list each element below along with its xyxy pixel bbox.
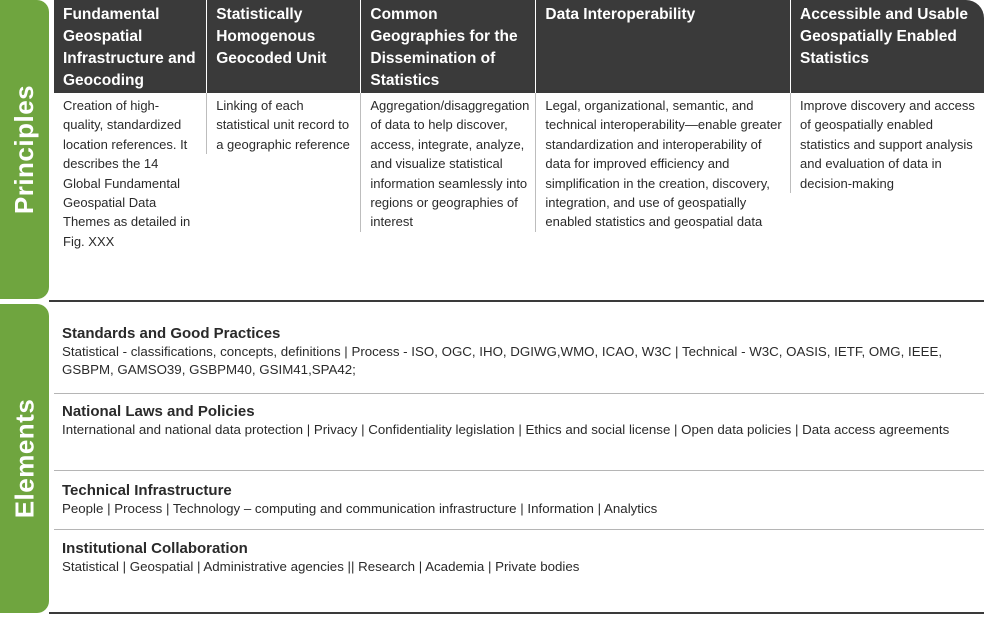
element-description: International and national data protection | Privacy | Confidentiality legislation | Ethics and social license | Open data policies | Data access agreements: [62, 422, 950, 437]
element-row-technical-infrastructure: [54, 481, 984, 518]
principle-column-accessible-statistics: [790, 0, 984, 299]
principle-heading: Data Interoperability: [536, 0, 790, 93]
element-row-laws-policies: [54, 402, 984, 439]
principle-description: Linking of each statistical unit record to a geographic reference: [206, 93, 360, 154]
row-separator: [54, 470, 984, 471]
bottom-divider: [49, 612, 984, 614]
principle-heading: Statistically Homogenous Geocoded Unit: [207, 0, 360, 93]
principle-description: Legal, organizational, semantic, and technical interoperability—enable greater standardization and interoperability of data for improved efficiency and simplification in the creation, discovery, integration, and use of geospatially enabled statistics and geospatial data: [535, 93, 790, 232]
principle-heading: Common Geographies for the Dissemination of Statistics: [361, 0, 535, 93]
principle-column-data-interoperability: [535, 0, 790, 299]
principle-description: Creation of high-quality, standardized location references. It describes the 14 Global Fundamental Geospatial Data Themes as detailed in Fig. XXX: [63, 98, 191, 249]
element-title: Technical Infrastructure: [62, 482, 232, 499]
principle-column-geospatial-infrastructure: [54, 0, 206, 299]
section-divider: [49, 300, 984, 302]
principle-column-geocoded-unit: [206, 0, 360, 299]
principle-heading: Fundamental Geospatial Infrastructure and Geocoding: [54, 0, 206, 93]
element-title: Standards and Good Practices: [62, 325, 281, 342]
row-separator: [54, 529, 984, 530]
principle-description: Improve discovery and access of geospatially enabled statistics and support analysis and evaluation of data in decision-making: [790, 93, 984, 193]
elements-tab-label: Elements: [9, 398, 40, 519]
principles-tab: [0, 0, 49, 299]
principles-tab-label: Principles: [9, 84, 39, 215]
element-description: People | Process | Technology – computing and communication infrastructure | Information | Analytics: [62, 501, 658, 516]
element-description: Statistical | Geospatial | Administrative agencies || Research | Academia | Private bodies: [62, 559, 580, 574]
element-description: Statistical - classifications, concepts, definitions | Process - ISO, OGC, IHO, DGIWG,WMO, ICAO, W3C | Technical - W3C, OASIS, IETF, OMG, IEEE, GSBPM, GAMSO39, GSBPM40, GSIM41,SPA42;: [62, 344, 943, 377]
element-row-institutional-collaboration: [54, 539, 984, 576]
element-title: Institutional Collaboration: [62, 540, 248, 557]
principle-description: Aggregation/disaggregation of data to help discover, access, integrate, analyze, and visualize statistical information seamlessly into regions or geographies of interest: [360, 93, 535, 232]
elements-tab: [0, 304, 49, 613]
row-separator: [54, 393, 984, 394]
element-title: National Laws and Policies: [62, 403, 255, 420]
element-row-standards: [54, 324, 984, 379]
principles-table: [54, 0, 984, 299]
principle-column-common-geographies: [360, 0, 535, 299]
principle-heading: Accessible and Usable Geospatially Enabled Statistics: [791, 0, 984, 93]
